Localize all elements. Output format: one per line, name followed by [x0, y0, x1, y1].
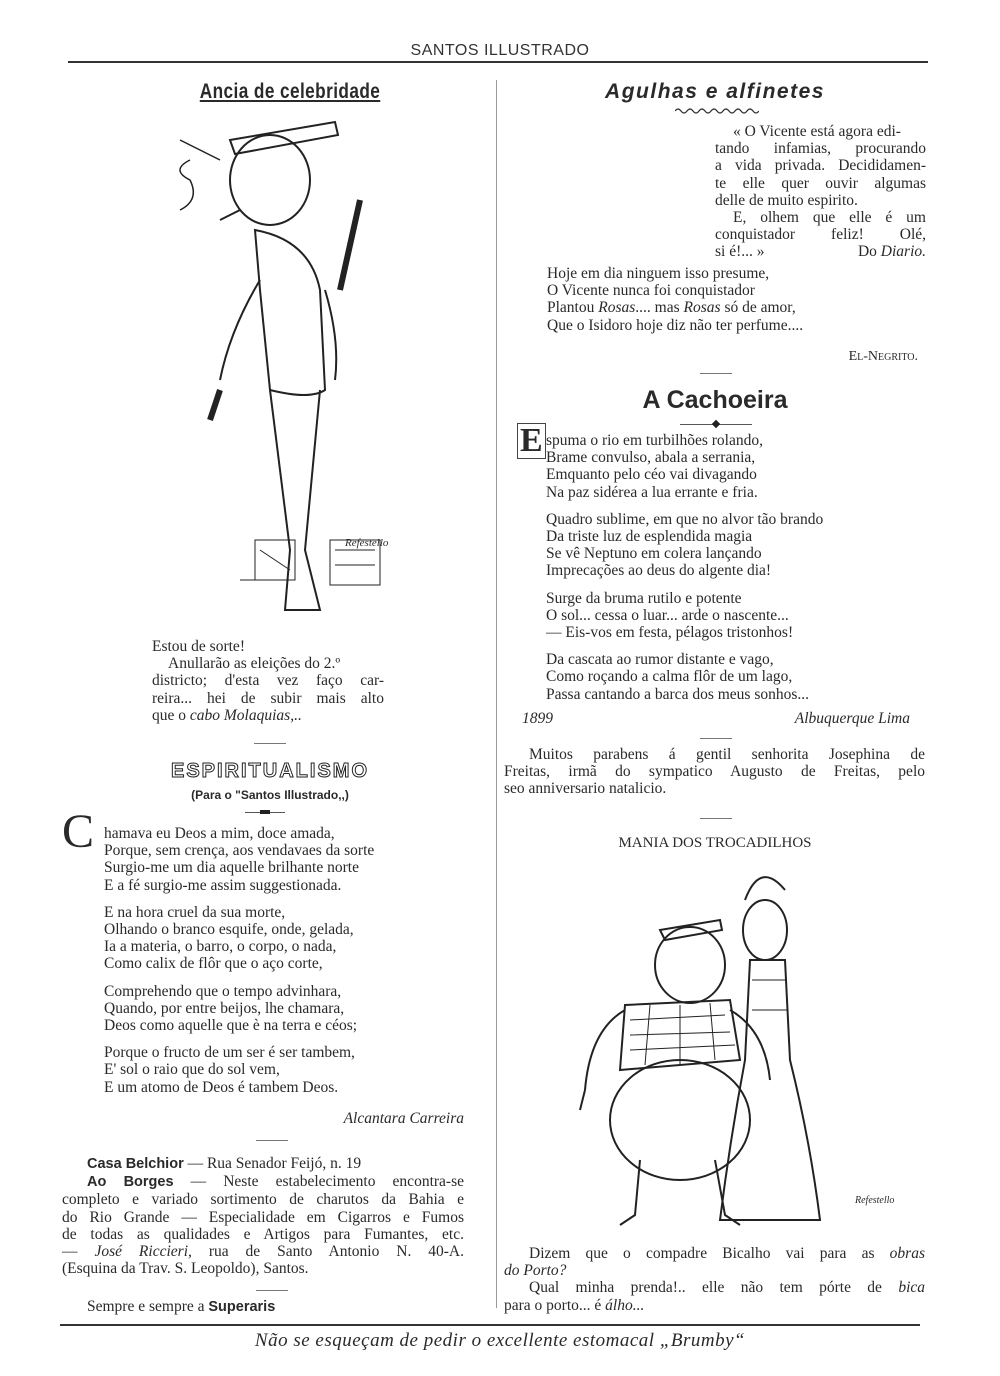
caption-line [504, 1262, 925, 1279]
ad-text: Sempre e sempre a [87, 1298, 209, 1315]
verse-line: Da cascata ao rumor distante e vago, [546, 651, 774, 669]
wavy-ornament [675, 107, 759, 115]
t: Rosas [683, 299, 721, 317]
quote-line: delle de muito espirito. [715, 191, 858, 209]
separator [256, 1290, 288, 1291]
ad-name: Ao Borges [87, 1174, 174, 1191]
caption-line: districto; d'esta vez faço car- [152, 672, 384, 690]
poem-body [104, 825, 464, 1096]
verse-line: Ia a materia, o barro, o corpo, o nada, [104, 938, 337, 956]
t: para o porto... é [504, 1296, 606, 1314]
quote-source [858, 243, 926, 260]
verse-line: Passa cantando a barca dos meus sonhos... [546, 685, 810, 703]
verse-line: Deos como aquelle que è na terra e céos; [104, 1017, 358, 1035]
quote-line: E, olhem que elle é um [733, 209, 926, 227]
footer-rule [60, 1324, 920, 1326]
verse-line: Emquanto pelo céo vai divagando [546, 466, 757, 484]
verse-line: Quando, por entre beijos, lhe chamara, [104, 999, 345, 1017]
cartoon-signature: Refestello [855, 1195, 895, 1206]
verse-line: Como calix de flôr que o aço corte, [104, 955, 323, 973]
t: só de amor, [720, 299, 796, 317]
note-line: seo anniversario natalicio. [504, 780, 667, 798]
verse-block [547, 265, 803, 334]
ads-block [62, 1155, 464, 1277]
ad-name: Superaris [208, 1299, 276, 1315]
verse-line: Como roçando a calma flôr de um lago, [546, 668, 793, 686]
caption-italic: cabo Molaquias,.. [189, 706, 302, 724]
t: Plantou [547, 299, 599, 317]
verse-line: — Eis-vos em festa, pélagos tristonhos! [546, 624, 794, 642]
quote-line: tando infamias, procurando [715, 140, 926, 158]
separator [256, 1140, 288, 1141]
cartoon-illustration [530, 860, 910, 1235]
t: .... mas [635, 299, 684, 317]
poem-title: ESPIRITUALISMO [170, 760, 369, 782]
t: Dizem que o compadre Bicalho vai para as [529, 1245, 890, 1262]
verse-line: Porque o fructo de um ser é ser tambem, [104, 1044, 355, 1062]
drop-cap: C [62, 805, 95, 858]
verse-line: Olhando o branco esquife, onde, gelada, [104, 921, 354, 939]
quote-text: si é!... » [715, 243, 765, 261]
verse-line [547, 299, 803, 316]
verse-line: Da triste luz de esplendida magia [546, 528, 753, 546]
source-name: Diario. [880, 243, 926, 261]
note-line: Muitos parabens á gentil senhorita Josephina de [529, 746, 925, 763]
caption-line [504, 1279, 925, 1296]
verse-line: E um atomo de Deos é tambem Deos. [104, 1078, 339, 1096]
column-divider [496, 80, 497, 1308]
caption-line [152, 707, 384, 724]
quote-line: « O Vicente está agora edi- [733, 123, 901, 140]
drop-cap: E [517, 423, 546, 459]
cartoon-caption [504, 1245, 925, 1314]
verse-line: Na paz sidérea a lua errante e fria. [546, 483, 758, 501]
ad-line: (Esquina da Trav. S. Leopoldo), Santos. [62, 1260, 309, 1278]
verse-line: Que o Isidoro hoje diz não ter perfume.... [547, 316, 804, 334]
ad-text: — Neste estabelecimento encontra-se [173, 1173, 464, 1191]
quote-line: conquistador feliz! Olé, [715, 226, 926, 244]
header-rule [68, 61, 928, 63]
verse-line: Brame convulso, abala a serrania, [546, 449, 756, 467]
ad-text: — Rua Senador Feijó, n. 19 [183, 1155, 362, 1172]
source-prefix: Do [857, 243, 881, 261]
cartoon-title: Ancia de celebridade [199, 80, 381, 103]
ad-superaris [87, 1298, 275, 1316]
caption-text: que o [152, 706, 190, 724]
section-title: A Cachoeira [642, 386, 788, 414]
separator [700, 818, 732, 819]
verse-line: O Vicente nunca foi conquistador [547, 282, 755, 300]
separator [700, 373, 732, 374]
section-title: Agulhas e alfinetes [605, 80, 825, 103]
cartoon-caption [152, 638, 384, 724]
caption-line: Estou de sorte! [152, 638, 245, 655]
ad-line: de todas as qualidades e Artigos para Fumantes, etc. [62, 1225, 464, 1243]
cartoon-signature: Refestello [345, 537, 389, 549]
poem-author: Alcantara Carreira [343, 1110, 464, 1127]
caricature-illustration [160, 110, 400, 630]
verse-line: Surge da bruma rutilo e potente [546, 589, 742, 607]
verse-line: Hoje em dia ninguem isso presume, [547, 265, 770, 282]
verse-line: E a fé surgio-me assim suggestionada. [104, 876, 342, 894]
ad-italic: José Riccieri, [94, 1243, 192, 1261]
quote-line: te elle quer ouvir algumas [715, 174, 926, 192]
verse-line: Porque, sem crença, aos vendavaes da sorte [104, 842, 375, 860]
ad-casa-belchior [62, 1155, 464, 1173]
verse-line: Imprecações ao deus do algente dia! [546, 562, 772, 580]
verse-line: hamava eu Deos a mim, doce amada, [104, 825, 335, 842]
ad-text: — [62, 1243, 95, 1261]
ad-line [62, 1243, 464, 1260]
ornament-divider [680, 424, 752, 425]
quote-line [715, 243, 926, 260]
verse-line: E na hora cruel da sua morte, [104, 903, 286, 921]
section-author: El-Negrito. [848, 349, 918, 364]
verse-line: O sol... cessa o luar... arde o nascente... [546, 606, 789, 624]
note-line: Freitas, irmã do sympatico Augusto de Freitas, pelo [504, 763, 925, 781]
ad-text: rua de Santo Antonio N. 40-A. [191, 1243, 465, 1261]
verse-line: spuma o rio em turbilhões rolando, [546, 432, 763, 449]
quote-block [715, 123, 926, 261]
t: álho... [605, 1296, 645, 1314]
quote-line: a vida privada. Decididamen- [715, 157, 926, 175]
cartoon-title: MANIA DOS TROCADILHOS [618, 835, 812, 851]
t: Qual minha prenda!.. elle não tem pórte de [529, 1279, 899, 1297]
separator [700, 738, 732, 739]
t: Rosas [598, 299, 636, 317]
caption-line [504, 1297, 925, 1314]
verse-line: Se vê Neptuno em colera lançando [546, 545, 762, 563]
poem-subtitle: (Para o "Santos Illustrado,,) [191, 788, 349, 802]
parabens-note [504, 746, 925, 798]
ad-ao-borges [62, 1173, 464, 1191]
poem-author: Albuquerque Lima [794, 710, 910, 727]
caption-line: Anullarão as eleições do 2.º [168, 655, 341, 673]
verse-line: Surgio-me um dia aquelle brilhante norte [104, 859, 359, 877]
ornament-divider [245, 812, 285, 813]
poem-body [546, 432, 823, 703]
caption-line: reira... hei de subir mais alto [152, 689, 384, 707]
poem-year: 1899 [522, 710, 553, 727]
verse-line: Quadro sublime, em que no alvor tão brando [546, 510, 824, 528]
ad-name: Casa Belchior [87, 1156, 184, 1172]
t: bica [898, 1279, 925, 1297]
ad-line: do Rio Grande — Especialidade em Cigarros e Fumos [62, 1208, 464, 1226]
separator [254, 743, 286, 744]
footer-advert: Não se esqueçam de pedir o excellente estomacal „Brumby“ [254, 1330, 746, 1351]
running-header: SANTOS ILLUSTRADO [410, 42, 590, 59]
t: obras [889, 1245, 925, 1262]
t: do Porto? [504, 1262, 567, 1280]
verse-line: Comprehendo que o tempo advinhara, [104, 982, 342, 1000]
ad-line: completo e variado sortimento de charutos da Bahia e [62, 1191, 464, 1209]
caption-line [504, 1245, 925, 1262]
verse-line: E' sol o raio que do sol vem, [104, 1061, 280, 1079]
